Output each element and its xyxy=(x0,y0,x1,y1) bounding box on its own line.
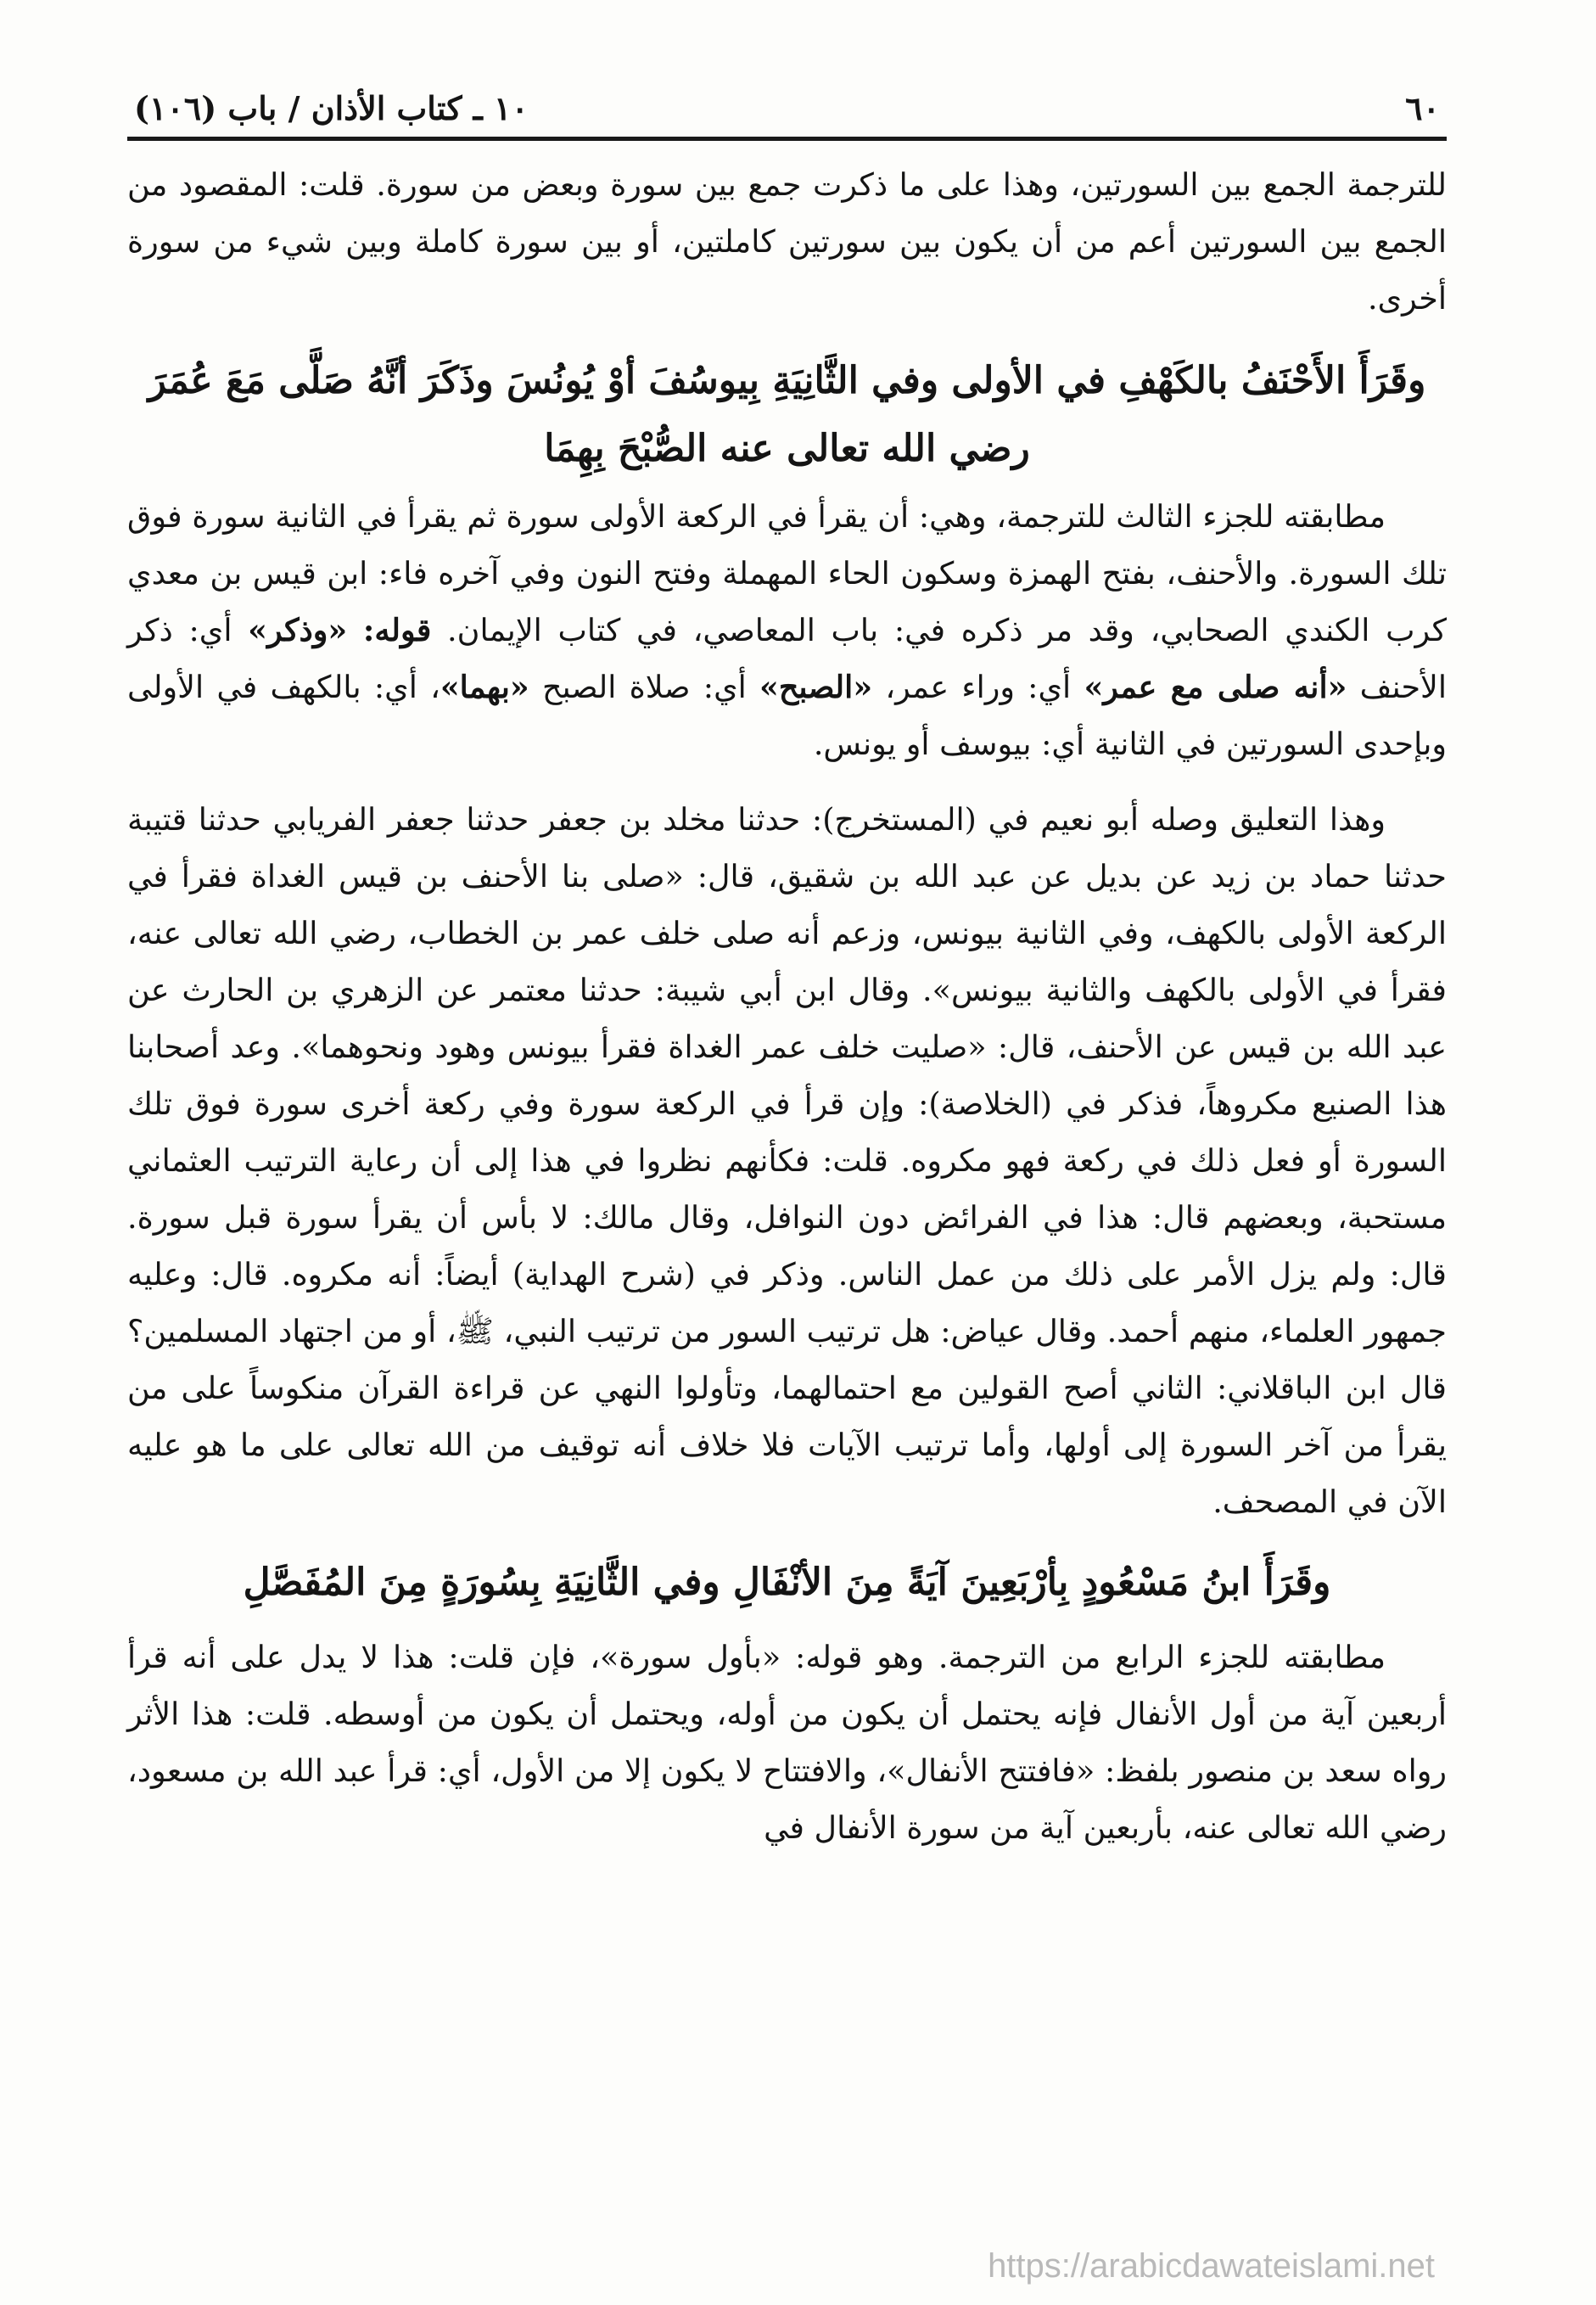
paragraph-1: للترجمة الجمع بين السورتين، وهذا على ما ذكرت جمع بين سورة وبعض من سورة. قلت: المقصود من الجمع بين السورتين أعم من أن يكون بين سورتين كاملتين، أو بين سورة كاملة وبين شيء من سورة أخرى. xyxy=(127,165,1447,317)
running-header xyxy=(127,89,1447,141)
quote-label-qawluh: قوله: xyxy=(362,611,432,648)
paragraph-4: مطابقته للجزء الرابع من الترجمة. وهو قوله: «بأول سورة»، فإن قلت: هذا لا يدل على أنه قرأ أربعين آية من أول الأنفال فإنه يحتمل أن يكون من أوله، ويحتمل أن يكون من أوسطه. قلت: هذا الأثر رواه سعد بن منصور بلفظ: «فافتتح الأنفال»، والافتتاح لا يكون إلا من الأول، أي: قرأ عبد الله بن مسعود، رضي الله تعالى عنه، بأربعين آية من سورة الأنفال في xyxy=(127,1638,1447,1846)
quote-assubh: «الصبح» xyxy=(759,668,873,705)
paragraph-2-part-a: مطابقته للجزء الثالث للترجمة، وهي: أن يقرأ في الركعة الأولى سورة ثم يقرأ في الثانية سورة فوق تلك السورة. والأحنف، بفتح الهمزة وسكون الحاء المهملة وفتح النون وفي آخره فاء: ابن قيس بن معدي كرب الكندي الصحابي، وقد مر ذكره في: باب المعاصي، في كتاب الإيمان. xyxy=(127,497,1447,648)
page-number: ٦٠ xyxy=(1405,89,1440,127)
quote-wadhakar: «وذكر» xyxy=(248,611,348,648)
quote-sallaa-maa-umar: «أنه صلى مع عمر» xyxy=(1084,668,1347,705)
book-page xyxy=(127,89,1447,1856)
paragraph-2-part-b: أي: ذكر الأحنف xyxy=(127,611,1447,705)
paragraph-2-part-d: أي: صلاة الصبح xyxy=(541,668,747,705)
running-title: ١٠ ـ كتاب الأذان / باب (١٠٦) xyxy=(134,89,529,127)
section-heading-2: وقَرَأَ ابنُ مَسْعُودٍ بِأرْبَعِينَ آيَةً مِنَ الأنْفَالِ وفي الثَّانِيَةِ بِسُورَةٍ مِنَ المُفَصَّلِ xyxy=(243,1560,1331,1604)
watermark-url: https://arabicdawateislami.net xyxy=(988,2247,1435,2285)
paragraph-2-part-c: أي: وراء عمر، xyxy=(885,668,1072,705)
paragraph-2-part-e: ، أي: بالكهف في الأولى وبإحدى السورتين في الثانية أي: بيوسف أو يونس. xyxy=(127,668,1447,762)
paragraph-3: وهذا التعليق وصله أبو نعيم في (المستخرج): حدثنا مخلد بن جعفر حدثنا جعفر الفريابي حدثنا قتيبة حدثنا حماد بن زيد عن بديل عن عبد الله بن شقيق، قال: «صلى بنا الأحنف بن قيس الغداة فقرأ في الركعة الأولى بالكهف، وفي الثانية بيونس، وزعم أنه صلى خلف عمر بن الخطاب، رضي الله تعالى عنه، فقرأ في الأولى بالكهف والثانية بيونس». وقال ابن أبي شيبة: حدثنا معتمر عن الزهري بن الحارث عن عبد الله بن قيس عن الأحنف، قال: «صليت خلف عمر الغداة فقرأ بيونس وهود ونحوهما». وعد أصحابنا هذا الصنيع مكروهاً، فذكر في (الخلاصة): وإن قرأ في الركعة سورة وفي ركعة أخرى سورة فوق تلك السورة أو فعل ذلك في ركعة فهو مكروه. قلت: فكأنهم نظروا في هذا إلى أن رعاية الترتيب العثماني مستحبة، وبعضهم قال: هذا في الفرائض دون النوافل، وقال مالك: لا بأس أن يقرأ سورة قبل سورة. قال: ولم يزل الأمر على ذلك من عمل الناس. وذكر في (شرح الهداية) أيضاً: أنه مكروه. قال: وعليه جمهور العلماء، منهم أحمد. وقال عياض: هل ترتيب السور من ترتيب النبي، ﷺ، أو من اجتهاد المسلمين؟ قال ابن الباقلاني: الثاني أصح القولين مع احتمالهما، وتأولوا النهي عن قراءة القرآن منكوساً على من يقرأ من آخر السورة إلى أولها، وأما ترتيب الآيات فلا خلاف أنه توقيف من الله تعالى على ما هو عليه الآن في المصحف. xyxy=(127,800,1447,1520)
paragraph-2 xyxy=(127,488,1447,772)
quote-bihima: «بهما» xyxy=(440,668,529,705)
section-heading-1: وقَرَأَ الأَحْنَفُ بالكَهْفِ في الأولى وفي الثَّانِيَةِ بِيوسُفَ أوْ يُونُسَ وذَكَرَ أنَّهُ صَلَّى مَعَ عُمَرَ رضي الله تعالى عنه الصُّبْحَ بِهِمَا xyxy=(148,358,1426,470)
